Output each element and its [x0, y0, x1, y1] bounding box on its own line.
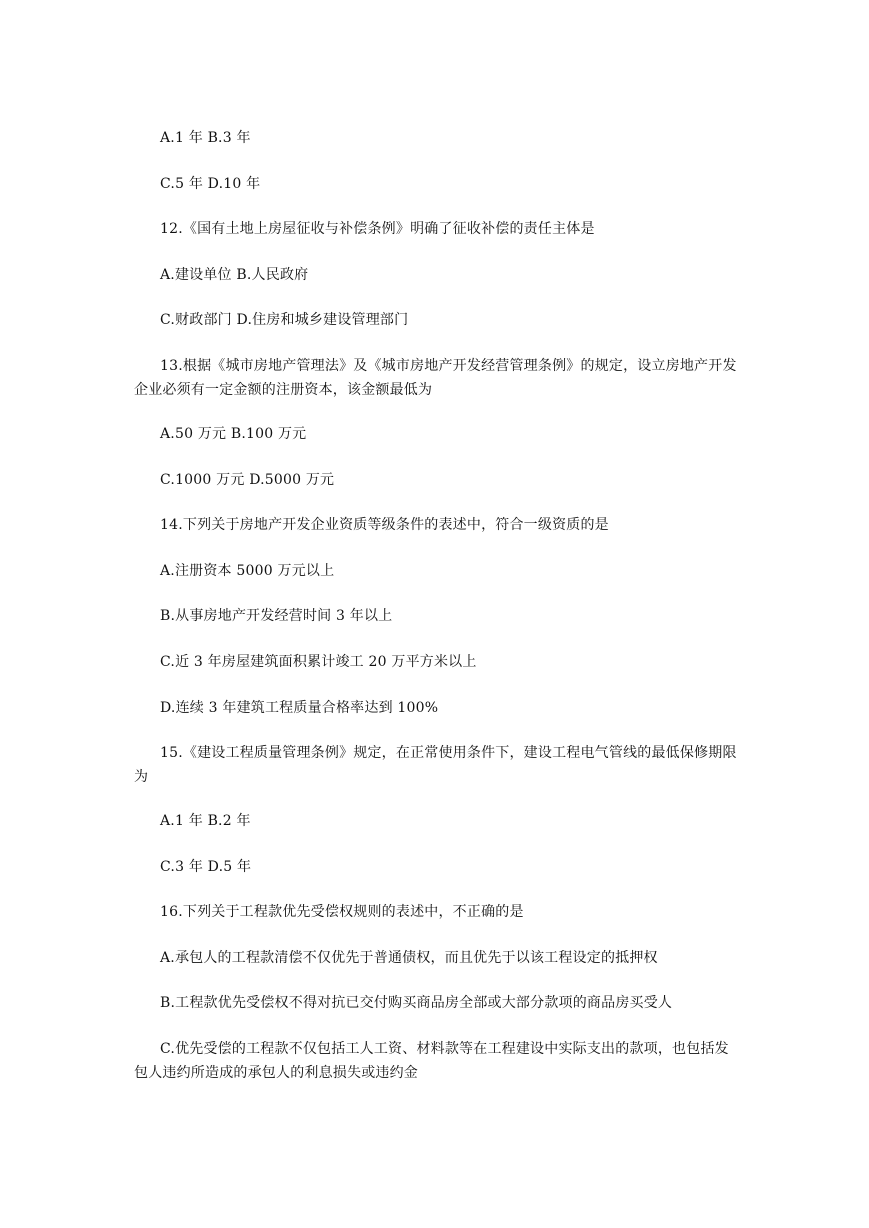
option-line: C.财政部门 D.住房和城乡建设管理部门: [160, 312, 409, 328]
option-line: C.优先受偿的工程款不仅包括工人工资、材料款等在工程建设中实际支出的款项，也包括发包人违约所造成的承包人的利息损失或违约金: [134, 1041, 729, 1081]
option-line: A.50 万元 B.100 万元: [160, 426, 307, 442]
question-12: 12.《国有土地上房屋征收与补偿条例》明确了征收补偿的责任主体是: [160, 221, 595, 237]
question-13: 13.根据《城市房地产管理法》及《城市房地产开发经营管理条例》的规定，设立房地产开发企业必须有一定金额的注册资本，该金额最低为: [134, 358, 737, 398]
question-14: 14.下列关于房地产开发企业资质等级条件的表述中，符合一级资质的是: [160, 517, 609, 533]
question-15: 15.《建设工程质量管理条例》规定，在正常使用条件下，建设工程电气管线的最低保修期限为: [134, 745, 737, 785]
option-line: B.工程款优先受偿权不得对抗已交付购买商品房全部或大部分款项的商品房买受人: [160, 995, 673, 1011]
option-line: C.5 年 D.10 年: [160, 176, 261, 192]
option-line: A.1 年 B.3 年: [160, 130, 251, 146]
option-line: C.近 3 年房屋建筑面积累计竣工 20 万平方米以上: [160, 654, 477, 670]
option-line: A.注册资本 5000 万元以上: [160, 563, 335, 579]
option-line: A.建设单位 B.人民政府: [160, 267, 309, 283]
option-line: D.连续 3 年建筑工程质量合格率达到 100%: [160, 700, 439, 716]
option-line: C.1000 万元 D.5000 万元: [160, 472, 335, 488]
option-line: A.承包人的工程款清偿不仅优先于普通债权，而且优先于以该工程设定的抵押权: [160, 950, 658, 966]
question-16: 16.下列关于工程款优先受偿权规则的表述中，不正确的是: [160, 904, 524, 920]
option-line: A.1 年 B.2 年: [160, 813, 251, 829]
option-line: C.3 年 D.5 年: [160, 859, 252, 875]
option-line: B.从事房地产开发经营时间 3 年以上: [160, 608, 393, 624]
